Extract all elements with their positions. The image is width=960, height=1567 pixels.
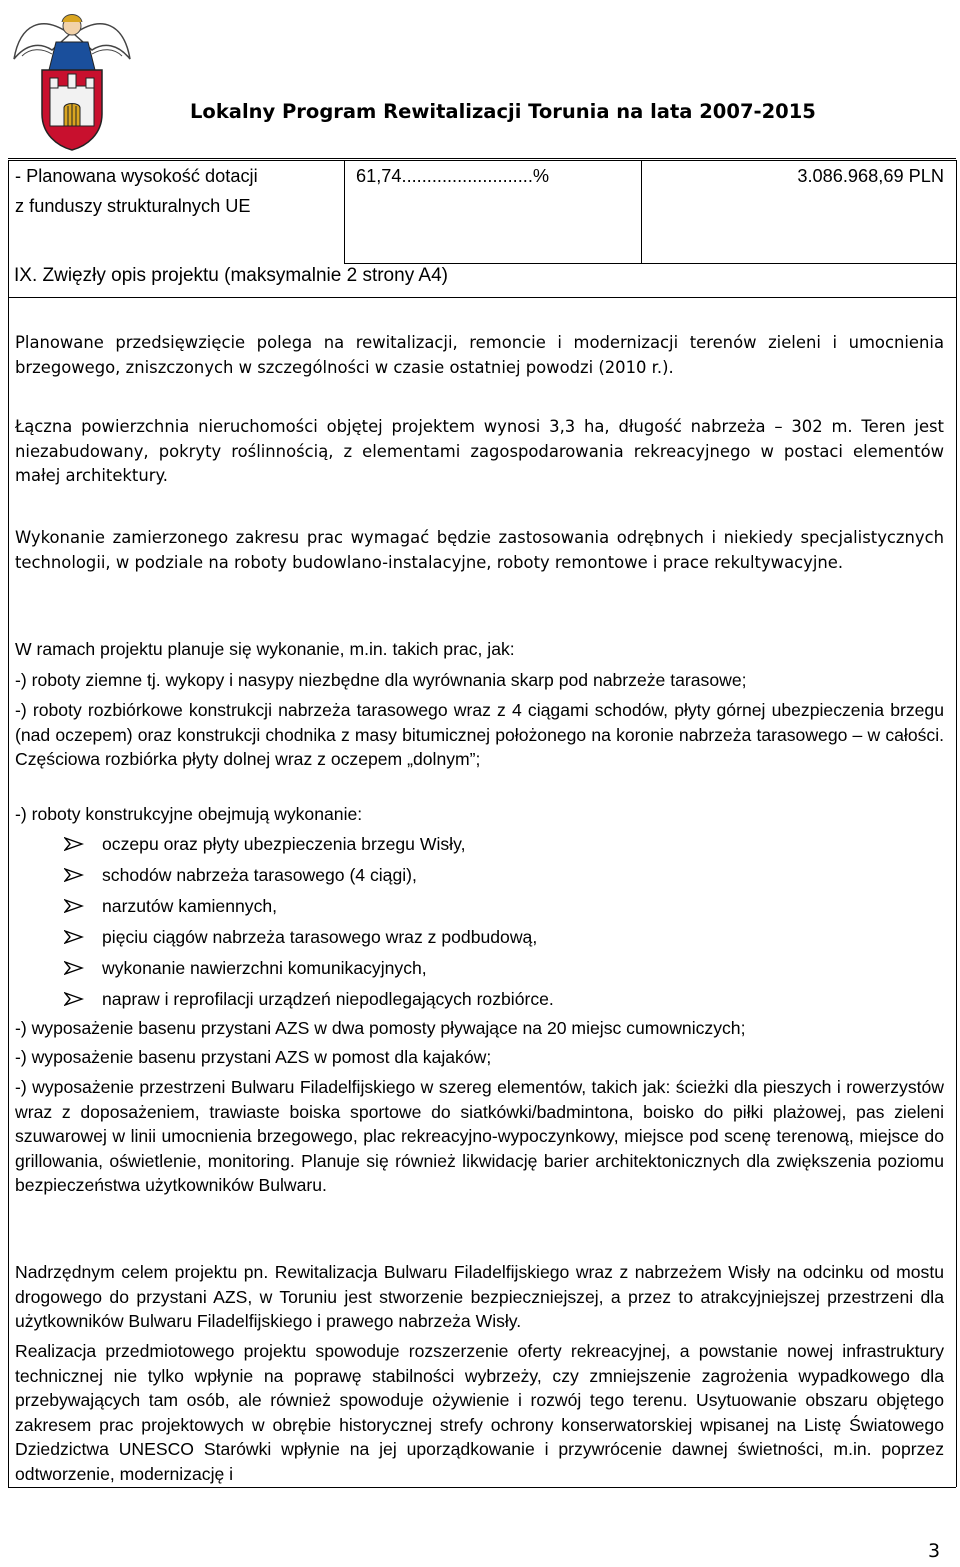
- paragraph: -) roboty konstrukcyjne obejmują wykonanie:: [15, 804, 363, 824]
- arrowhead-bullet-icon: [64, 961, 84, 975]
- list-item: [64, 894, 554, 925]
- paragraph: -) wyposażenie przestrzeni Bulwaru Filadelfijskiego w szereg elementów, takich jak: ścieżki dla pieszych i rowerzystów wraz z doposażeniem, trawiaste boiska sportowe do siatkówki/badmintona, boisko do piłki plażowej, pas zieleni szuwarowej w linii umocnienia brzegowego, plac rekreacyjno-wypoczynkowy, miejsce pod scenę terenową, miejsce do grillowania, oświetlenie, monitoring. Planuje się również likwidację barier architektonicznych dla zwiększenia poziomu bezpieczeństwa użytkowników Bulwaru.: [15, 1077, 944, 1196]
- list-item-label: wykonanie nawierzchni komunikacyjnych,: [102, 958, 427, 978]
- list-item-label: narzutów kamiennych,: [102, 896, 278, 916]
- section-title: IX. Zwięzły opis projektu (maksymalnie 2 strony A4): [14, 265, 448, 286]
- table-top-border: [8, 160, 956, 161]
- list-item: [64, 832, 554, 863]
- paragraph: -) roboty ziemne tj. wykopy i nasypy niezbędne dla wyrównania skarp pod nabrzeże tarasowe;: [15, 670, 747, 690]
- arrowhead-bullet-icon: [64, 992, 84, 1006]
- frame-left-border: [8, 160, 9, 1487]
- frame-bottom-border: [8, 1487, 956, 1488]
- frame-right-border: [956, 160, 957, 1487]
- list-item-label: oczepu oraz płyty ubezpieczenia brzegu Wisły,: [102, 834, 466, 854]
- list-item-label: schodów nabrzeża tarasowego (4 ciągi),: [102, 865, 417, 885]
- funding-label-line1: - Planowana wysokość dotacji: [15, 166, 258, 186]
- paragraph: -) wyposażenie basenu przystani AZS w pomost dla kajaków;: [15, 1047, 492, 1067]
- document-header-title: Lokalny Program Rewitalizacji Torunia na lata 2007-2015: [190, 100, 816, 123]
- list-item: [64, 863, 554, 894]
- arrowhead-bullet-icon: [64, 930, 84, 944]
- paragraph: Łączna powierzchnia nieruchomości objętej projektem wynosi 3,3 ha, długość nabrzeża – 302 m. Teren jest niezabudowany, pokryty roślinnością, z elementami zagospodarowania rekreacyjnego w postaci elementów małej architektury.: [15, 417, 944, 486]
- list-item-label: napraw i reprofilacji urządzeń niepodlegających rozbiórce.: [102, 989, 554, 1009]
- list-item-label: pięciu ciągów nabrzeża tarasowego wraz z podbudową,: [102, 927, 538, 947]
- paragraph: Nadrzędnym celem projektu pn. Rewitalizacja Bulwaru Filadelfijskiego wraz z nabrzeżem Wisły na odcinku od mostu drogowego do przystani AZS, w Toruniu jest stworzenie bezpieczniejszej, a przez to atrakcyjniejszej przestrzeni dla użytkowników Bulwaru Filadelfijskiego i prawego nabrzeża Wisły.: [15, 1262, 944, 1332]
- arrowhead-bullet-icon: [64, 837, 84, 851]
- paragraph: Realizacja przedmiotowego projektu spowoduje rozszerzenie oferty rekreacyjnej, a powstanie nowej infrastruktury technicznej nie tylko wpłynie na poprawę stabilności wybrzeży, czy zmniejszenie zagrożenia wypadkowego dla przebywających tam osób, ale również spowoduje ożywienie i rozwój tego terenu. Usytuowanie obszaru objętego zakresem prac projektowych w obrębie historycznej strefy ochrony konserwatorskiej wpisanej na Listę Światowego Dziedzictwa UNESCO Starówki wpłynie na jej uporządkowanie i przywrócenie dawnej świetności, m.in. poprzez odtworzenie, modernizację i: [15, 1341, 944, 1484]
- table-row-bottom-border: [641, 263, 956, 264]
- paragraph: Planowane przedsięwzięcie polega na rewitalizacji, remoncie i modernizacji terenów zieleni i umocnienia brzegowego, zniszczonych w szczególności w czasie ostatniej powodzi (2010 r.).: [15, 333, 944, 377]
- funding-amount-value: 3.086.968,69 PLN: [797, 166, 944, 186]
- list-item: [64, 956, 554, 987]
- paragraph: Wykonanie zamierzonego zakresu prac wymagać będzie zastosowania odrębnych i niekiedy specjalistycznych technologii, w podziale na roboty budowlano-instalacyjne, roboty remontowe i prace rekultywacyjne.: [15, 528, 944, 572]
- paragraph: -) wyposażenie basenu przystani AZS w dwa pomosty pływające na 20 miejsc cumowniczych;: [15, 1018, 746, 1038]
- paragraph: -) roboty rozbiórkowe konstrukcji nabrzeża tarasowego wraz z 4 ciągami schodów, płyty górnej ubezpieczenia brzegu (nad oczepem) oraz konstrukcji chodnika z masy bitumicznej położonego na koronie nabrzeża tarasowego – w całości. Częściowa rozbiórka płyty dolnej wraz z oczepem „dolnym”;: [15, 700, 944, 770]
- works-list: [64, 832, 554, 1018]
- torun-coat-of-arms-icon: [12, 4, 132, 154]
- section-title-rule: [8, 297, 956, 298]
- paragraph: W ramach projektu planuje się wykonanie, m.in. takich prac, jak:: [15, 639, 515, 659]
- page-number: 3: [928, 1540, 941, 1562]
- funding-percent-value: 61,74..........................%: [356, 166, 550, 186]
- table-column-divider: [344, 160, 345, 263]
- list-item: [64, 925, 554, 956]
- header-rule: [8, 158, 956, 159]
- funding-label-line2: z funduszy strukturalnych UE: [15, 196, 251, 216]
- arrowhead-bullet-icon: [64, 868, 84, 882]
- arrowhead-bullet-icon: [64, 899, 84, 913]
- table-row-bottom-border: [344, 263, 677, 264]
- list-item: [64, 987, 554, 1018]
